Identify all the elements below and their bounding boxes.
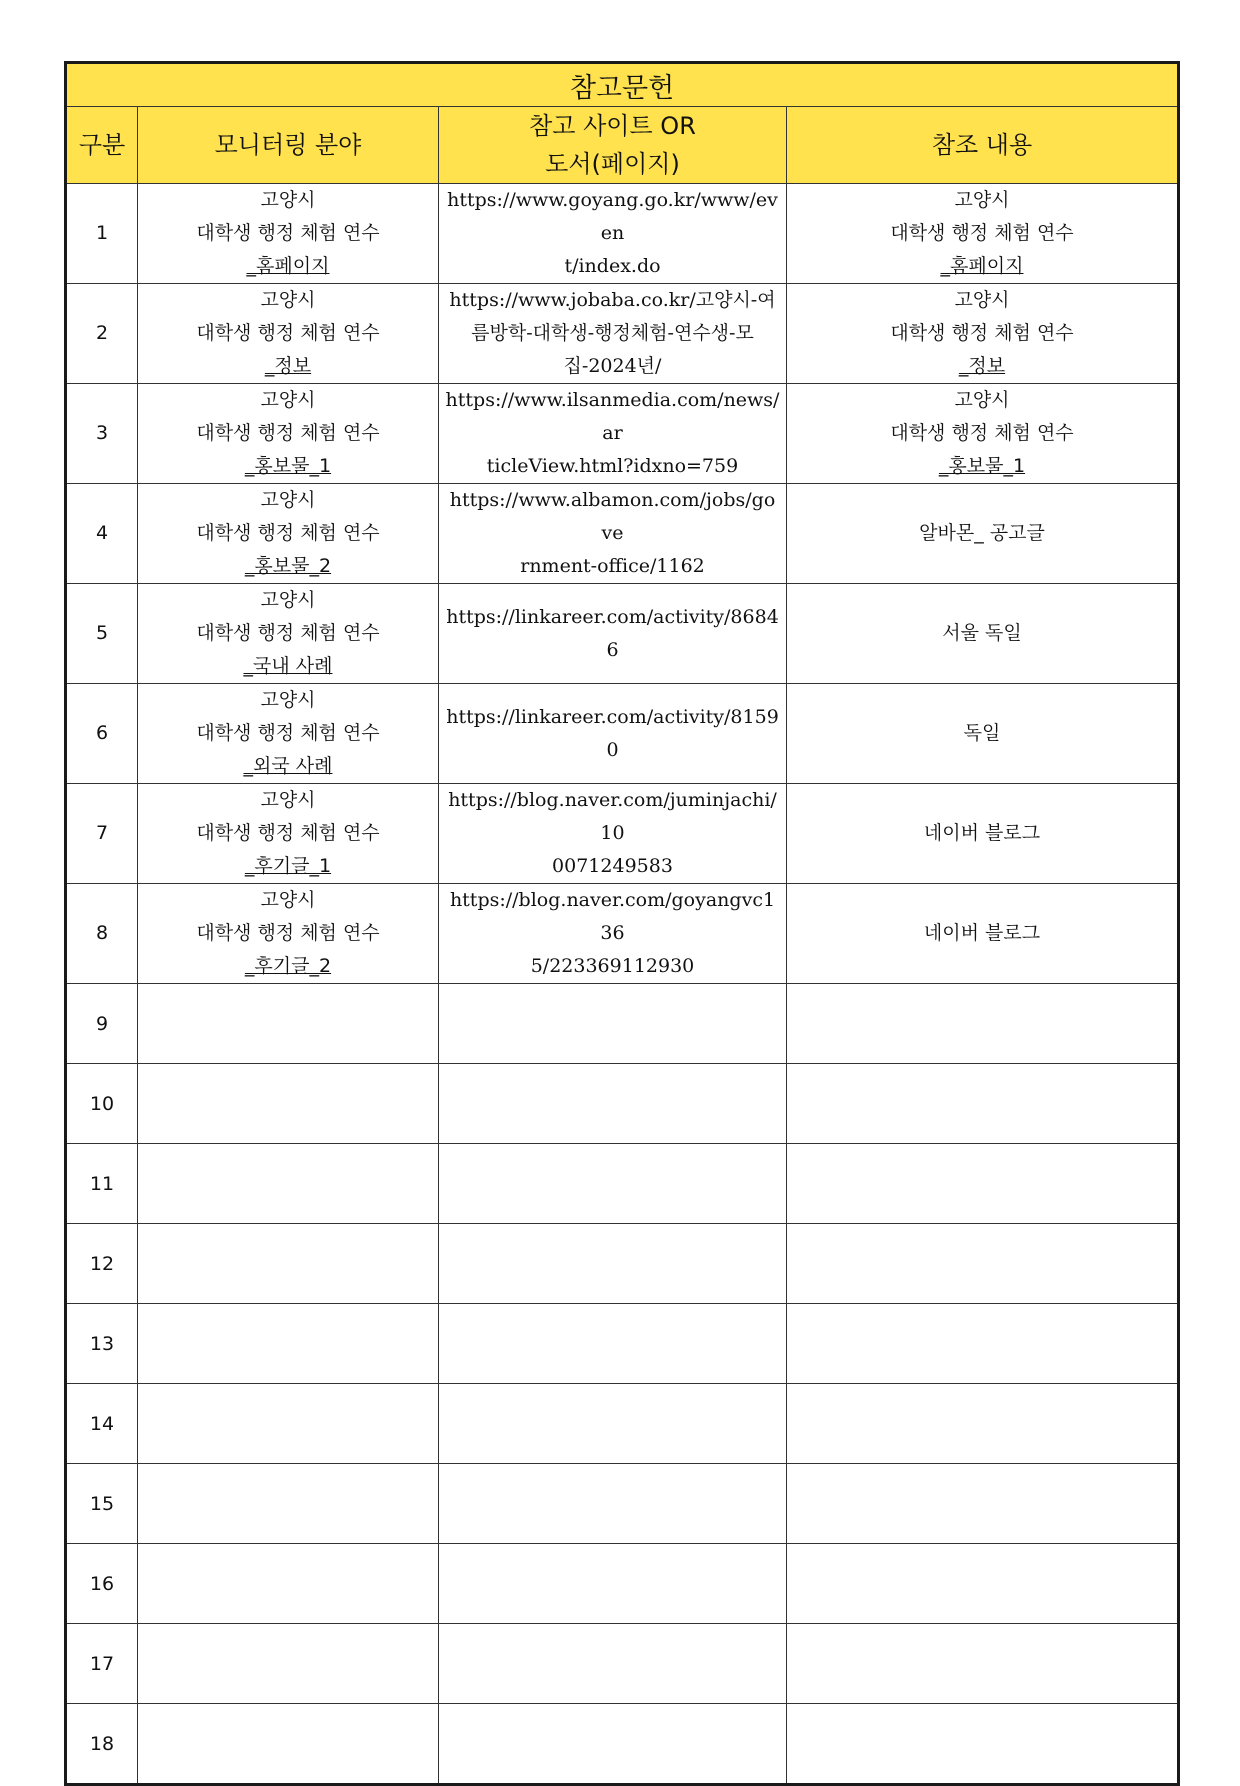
monitoring-field-cell [138, 284, 439, 384]
reference-site-cell [439, 184, 787, 284]
header-content: 참조 내용 [787, 107, 1179, 184]
table-row [66, 984, 1179, 1064]
reference-site-cell [439, 784, 787, 884]
reference-content-line: 대학생 행정 체험 연수 [890, 222, 1074, 244]
reference-site-line: https://linkareer.com/activity/81590 [446, 705, 779, 761]
monitoring-field-cell [138, 1304, 439, 1384]
table-row [66, 1704, 1179, 1785]
table-row [66, 1544, 1179, 1624]
monitoring-field-cell [138, 984, 439, 1064]
monitoring-field-cell [138, 784, 439, 884]
monitoring-field-line: 대학생 행정 체험 연수 [196, 322, 380, 344]
reference-site-cell [439, 1704, 787, 1785]
reference-site-cell [439, 1464, 787, 1544]
reference-site-cell [439, 1304, 787, 1384]
reference-content-cell [787, 984, 1179, 1064]
header-row [66, 107, 1179, 184]
monitoring-field-cell [138, 884, 439, 984]
monitoring-field-line: 고양시 [260, 889, 316, 911]
monitoring-field-cell [138, 1384, 439, 1464]
monitoring-field-cell [138, 484, 439, 584]
reference-site-line: https://www.jobaba.co.kr/고양시-여 [449, 289, 776, 311]
table-row [66, 1624, 1179, 1704]
row-number: 17 [66, 1624, 138, 1704]
reference-content-cell [787, 884, 1179, 984]
table-row [66, 584, 1179, 684]
monitoring-field-line: _홈페이지 [246, 255, 330, 277]
monitoring-field-cell [138, 684, 439, 784]
reference-content-cell [787, 1544, 1179, 1624]
row-number: 11 [66, 1144, 138, 1224]
monitoring-field-line: _후기글_1 [244, 855, 332, 877]
reference-content-line: 네이버 블로그 [923, 922, 1041, 944]
table-row [66, 1384, 1179, 1464]
monitoring-field-line: 고양시 [260, 389, 316, 411]
reference-site-cell [439, 1384, 787, 1464]
monitoring-field-line: 대학생 행정 체험 연수 [196, 722, 380, 744]
reference-content-cell [787, 1304, 1179, 1384]
reference-content-cell [787, 1224, 1179, 1304]
row-number: 14 [66, 1384, 138, 1464]
row-number: 13 [66, 1304, 138, 1384]
reference-content-line: 고양시 [954, 289, 1010, 311]
row-number: 18 [66, 1704, 138, 1785]
table-row [66, 284, 1179, 384]
monitoring-field-cell [138, 384, 439, 484]
reference-content-line: 네이버 블로그 [923, 822, 1041, 844]
reference-content-line: 서울 독일 [942, 622, 1022, 644]
reference-content-cell [787, 684, 1179, 784]
header-site [439, 107, 787, 184]
monitoring-field-line: _국내 사례 [243, 655, 333, 677]
reference-content-cell [787, 484, 1179, 584]
reference-site-line: rnment-office/1162 [520, 555, 705, 577]
monitoring-field-line: 대학생 행정 체험 연수 [196, 422, 380, 444]
reference-content-line: 고양시 [954, 189, 1010, 211]
title-row [66, 63, 1179, 107]
reference-site-line: https://www.albamon.com/jobs/gove [449, 489, 776, 544]
row-number: 7 [66, 784, 138, 884]
monitoring-field-line: _홍보물_1 [244, 455, 332, 477]
reference-site-line: 집-2024년/ [563, 355, 662, 377]
header-site-line1: 참고 사이트 OR [529, 112, 696, 140]
monitoring-field-cell [138, 1064, 439, 1144]
monitoring-field-line: 대학생 행정 체험 연수 [196, 622, 380, 644]
reference-content-line: 알바몬_ 공고글 [919, 522, 1045, 544]
table-row [66, 1144, 1179, 1224]
reference-site-line: https://linkareer.com/activity/86846 [446, 605, 779, 661]
monitoring-field-cell [138, 1464, 439, 1544]
reference-content-cell [787, 1384, 1179, 1464]
reference-content-cell [787, 1624, 1179, 1704]
monitoring-field-line: 고양시 [260, 589, 316, 611]
header-no: 구분 [66, 107, 138, 184]
reference-content-line: _정보 [958, 355, 1006, 377]
reference-site-cell [439, 1544, 787, 1624]
reference-site-cell [439, 584, 787, 684]
reference-site-line: https://www.ilsanmedia.com/news/ar [445, 389, 780, 444]
monitoring-field-line: _외국 사례 [243, 755, 333, 777]
monitoring-field-line: _홍보물_2 [244, 555, 332, 577]
row-number: 15 [66, 1464, 138, 1544]
monitoring-field-line: 고양시 [260, 689, 316, 711]
monitoring-field-line: 대학생 행정 체험 연수 [196, 222, 380, 244]
row-number: 2 [66, 284, 138, 384]
monitoring-field-cell [138, 1224, 439, 1304]
header-field: 모니터링 분야 [138, 107, 439, 184]
reference-content-line: _홈페이지 [940, 255, 1024, 277]
header-site-line2: 도서(페이지) [545, 150, 680, 178]
monitoring-field-line: 고양시 [260, 289, 316, 311]
monitoring-field-cell [138, 584, 439, 684]
reference-content-line: _홍보물_1 [938, 455, 1026, 477]
table-row [66, 1304, 1179, 1384]
reference-site-cell [439, 384, 787, 484]
monitoring-field-line: 대학생 행정 체험 연수 [196, 522, 380, 544]
reference-site-line: https://blog.naver.com/goyangvc136 [449, 889, 776, 944]
reference-site-cell [439, 1224, 787, 1304]
monitoring-field-cell [138, 1544, 439, 1624]
references-table [64, 61, 1180, 1786]
reference-site-line: https://www.goyang.go.kr/www/even [447, 189, 778, 244]
table-row [66, 384, 1179, 484]
reference-site-line: t/index.do [564, 255, 661, 277]
reference-content-cell [787, 1064, 1179, 1144]
monitoring-field-line: 고양시 [260, 189, 316, 211]
reference-content-cell [787, 1144, 1179, 1224]
table-row [66, 884, 1179, 984]
reference-content-cell [787, 584, 1179, 684]
row-number: 1 [66, 184, 138, 284]
reference-content-cell [787, 384, 1179, 484]
table-row [66, 1064, 1179, 1144]
monitoring-field-cell [138, 1704, 439, 1785]
reference-content-cell [787, 184, 1179, 284]
reference-site-line: 0071249583 [552, 855, 673, 877]
monitoring-field-cell [138, 1624, 439, 1704]
table-row [66, 784, 1179, 884]
monitoring-field-line: 대학생 행정 체험 연수 [196, 922, 380, 944]
reference-content-line: 대학생 행정 체험 연수 [890, 422, 1074, 444]
reference-content-cell [787, 284, 1179, 384]
reference-content-line: 독일 [963, 722, 1001, 744]
row-number: 16 [66, 1544, 138, 1624]
row-number: 4 [66, 484, 138, 584]
table-row [66, 1224, 1179, 1304]
monitoring-field-cell [138, 1144, 439, 1224]
table-title: 참고문헌 [66, 63, 1179, 107]
reference-content-cell [787, 784, 1179, 884]
table-row [66, 1464, 1179, 1544]
reference-site-cell [439, 284, 787, 384]
reference-content-line: 고양시 [954, 389, 1010, 411]
reference-site-cell [439, 884, 787, 984]
reference-site-line: 5/223369112930 [530, 955, 695, 977]
reference-site-cell [439, 1624, 787, 1704]
row-number: 10 [66, 1064, 138, 1144]
reference-site-line: ticleView.html?idxno=759 [486, 455, 739, 477]
row-number: 12 [66, 1224, 138, 1304]
monitoring-field-line: _후기글_2 [244, 955, 332, 977]
reference-site-cell [439, 684, 787, 784]
monitoring-field-line: 대학생 행정 체험 연수 [196, 822, 380, 844]
monitoring-field-cell [138, 184, 439, 284]
table-body [66, 184, 1179, 1785]
reference-site-cell [439, 1064, 787, 1144]
monitoring-field-line: _정보 [264, 355, 312, 377]
reference-site-line: https://blog.naver.com/juminjachi/10 [448, 789, 777, 844]
table-row [66, 684, 1179, 784]
table-row [66, 484, 1179, 584]
reference-site-line: 름방학-대학생-행정체험-연수생-모 [471, 322, 754, 344]
row-number: 8 [66, 884, 138, 984]
monitoring-field-line: 고양시 [260, 489, 316, 511]
monitoring-field-line: 고양시 [260, 789, 316, 811]
reference-site-cell [439, 984, 787, 1064]
reference-content-cell [787, 1464, 1179, 1544]
row-number: 9 [66, 984, 138, 1064]
reference-site-cell [439, 484, 787, 584]
row-number: 5 [66, 584, 138, 684]
reference-content-line: 대학생 행정 체험 연수 [890, 322, 1074, 344]
row-number: 3 [66, 384, 138, 484]
reference-content-cell [787, 1704, 1179, 1785]
reference-site-cell [439, 1144, 787, 1224]
table-row [66, 184, 1179, 284]
row-number: 6 [66, 684, 138, 784]
